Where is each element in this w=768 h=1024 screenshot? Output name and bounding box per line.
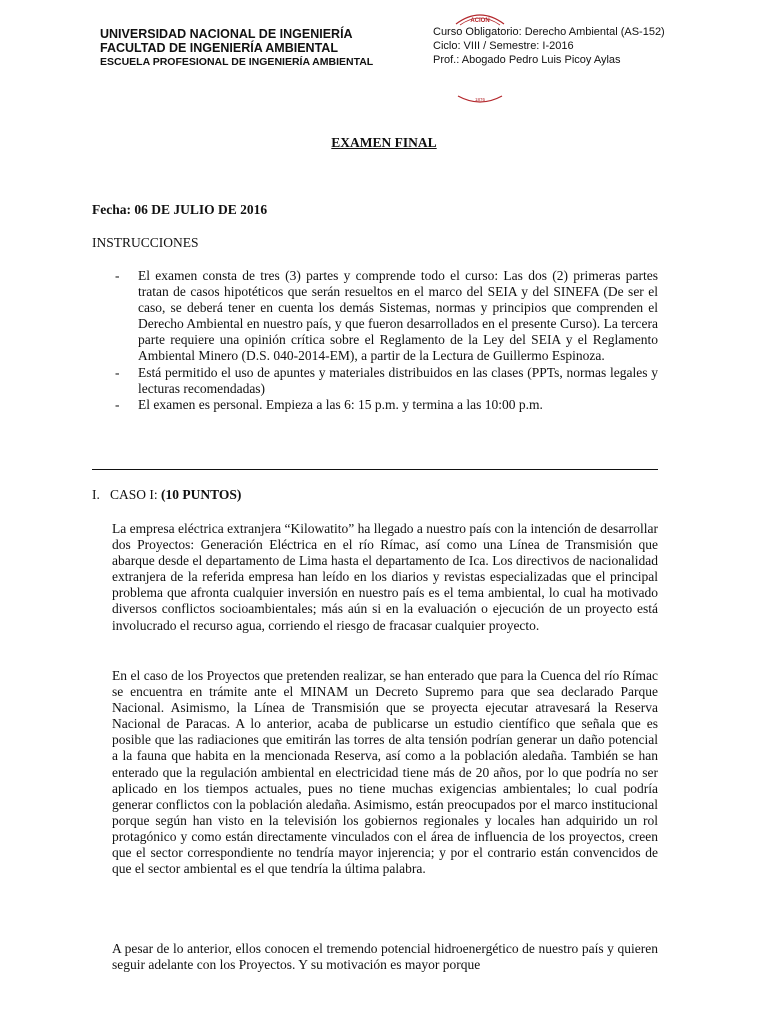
section-divider bbox=[92, 469, 658, 470]
list-item bbox=[110, 268, 658, 365]
instruction-text: El examen es personal. Empieza a las 6: 15 p.m. y termina a las 10:00 p.m. bbox=[138, 396, 543, 412]
seal-top-text: ACION bbox=[470, 18, 490, 24]
section-label: CASO I: bbox=[110, 487, 162, 502]
case-paragraph-2: En el caso de los Proyectos que pretenden realizar, se han enterado que para la Cuenca del río Rímac se encuentra en trámite ante el MINAM un Decreto Supremo para que sea declarado Parque Nacional. Asimismo, la Línea de Transmisión que se proyecta ejecutar atravesará la Reserva Nacional de Paracas. A lo anterior, acaba de publicarse un estudio científico que señala que es posible que las radiaciones que emitirán las torres de alta tensión podrían generar un daño potencial a la fauna que habita en la mencionada Reserva, así como a la población aledaña. También se han enterado que la regulación ambiental en electricidad tiene más de 20 años, por lo que podría no ser aplicado en los tiempos actuales, pues no tiene muchas exigencias ambientales; lo cual podría generar conflictos con la población aledaña. Asimismo, están preocupados por el marco institucional porque según han visto en la televisión los gobiernos regionales y locales han adquirido un rol protagónico y como están directamente vinculados con el área de influencia de los proyectos, creen que el sector correspondiente no tendría mayor injerencia; y por el contrario están convencidos de que el sector ambiental es el que tendría la última palabra. bbox=[112, 668, 658, 877]
bullet-marker: - bbox=[115, 364, 120, 380]
list-item bbox=[110, 365, 658, 397]
instructions-list bbox=[110, 268, 658, 413]
bullet-marker: - bbox=[115, 396, 120, 412]
list-item bbox=[110, 397, 658, 413]
cycle-semester: Ciclo: VIII / Semestre: I-2016 bbox=[433, 40, 574, 52]
bullet-marker: - bbox=[115, 268, 120, 283]
course-block bbox=[433, 25, 665, 67]
institution-block bbox=[100, 27, 373, 69]
section-points: (10 PUNTOS) bbox=[161, 487, 242, 502]
instruction-text: Está permitido el uso de apuntes y materiales distribuidos en las clases (PPTs, normas legales y lecturas recomendadas) bbox=[138, 364, 658, 396]
university-seal-bottom bbox=[455, 95, 505, 105]
university-name: UNIVERSIDAD NACIONAL DE INGENIERÍA bbox=[100, 27, 353, 41]
case-paragraph-1: La empresa eléctrica extranjera “Kilowatito” ha llegado a nuestro país con la intención de desarrollar dos Proyectos: Generación Eléctrica en el río Rímac, así como una Línea de Transmisión que abarque desde el departamento de Lima hasta el departamento de Ica. Los directivos de nacionalidad extranjera de la referida empresa han leído en los diarios y revistas especializadas que el principal problema que afronta cualquier inversión en nuestro país es el tema ambiental, lo cual ha motivado diversos conflictos socioambientales; más aún si en la evaluación o ejecución de un proyecto está involucrado el recurso agua, corriendo el riesgo de fracasar cualquier proyecto. bbox=[112, 521, 658, 633]
instruction-text: El examen consta de tres (3) partes y comprende todo el curso: Las dos (2) primeras partes tratan de casos hipotéticos que serán resueltos en el marco del SEIA y del SINEFA (De ser el caso, se deberá tener en cuenta los demás Sistemas, normas y principios que comprenden el Derecho Ambiental en nuestro país, y que fueron desarrollados en el presente Curso). La tercera parte requiere una opinión crítica sobre el Reglamento de la Ley del SEIA y el Reglamento Ambiental Minero (D.S. 040-2014-EM), a partir de la Lectura de Guillermo Espinoza. bbox=[138, 268, 658, 364]
exam-date: Fecha: 06 DE JULIO DE 2016 bbox=[92, 202, 268, 217]
case-paragraph-3: A pesar de lo anterior, ellos conocen el tremendo potencial hidroenergético de nuestro país y quieren seguir adelante con los Proyectos. Y su motivación es mayor porque bbox=[112, 941, 658, 973]
school-name: ESCUELA PROFESIONAL DE INGENIERÍA AMBIENTAL bbox=[100, 56, 374, 68]
instructions-heading: INSTRUCCIONES bbox=[92, 235, 199, 250]
professor-name: Prof.: Abogado Pedro Luis Picoy Aylas bbox=[433, 54, 621, 66]
university-seal-top bbox=[452, 10, 508, 26]
section-number: I. bbox=[92, 487, 100, 502]
exam-title: EXAMEN FINAL bbox=[331, 135, 437, 150]
section-heading bbox=[92, 487, 241, 503]
course-name: Curso Obligatorio: Derecho Ambiental (AS-152) bbox=[433, 26, 665, 38]
seal-bottom-text: 1876 bbox=[474, 97, 486, 102]
faculty-name: FACULTAD DE INGENIERÍA AMBIENTAL bbox=[100, 41, 338, 55]
